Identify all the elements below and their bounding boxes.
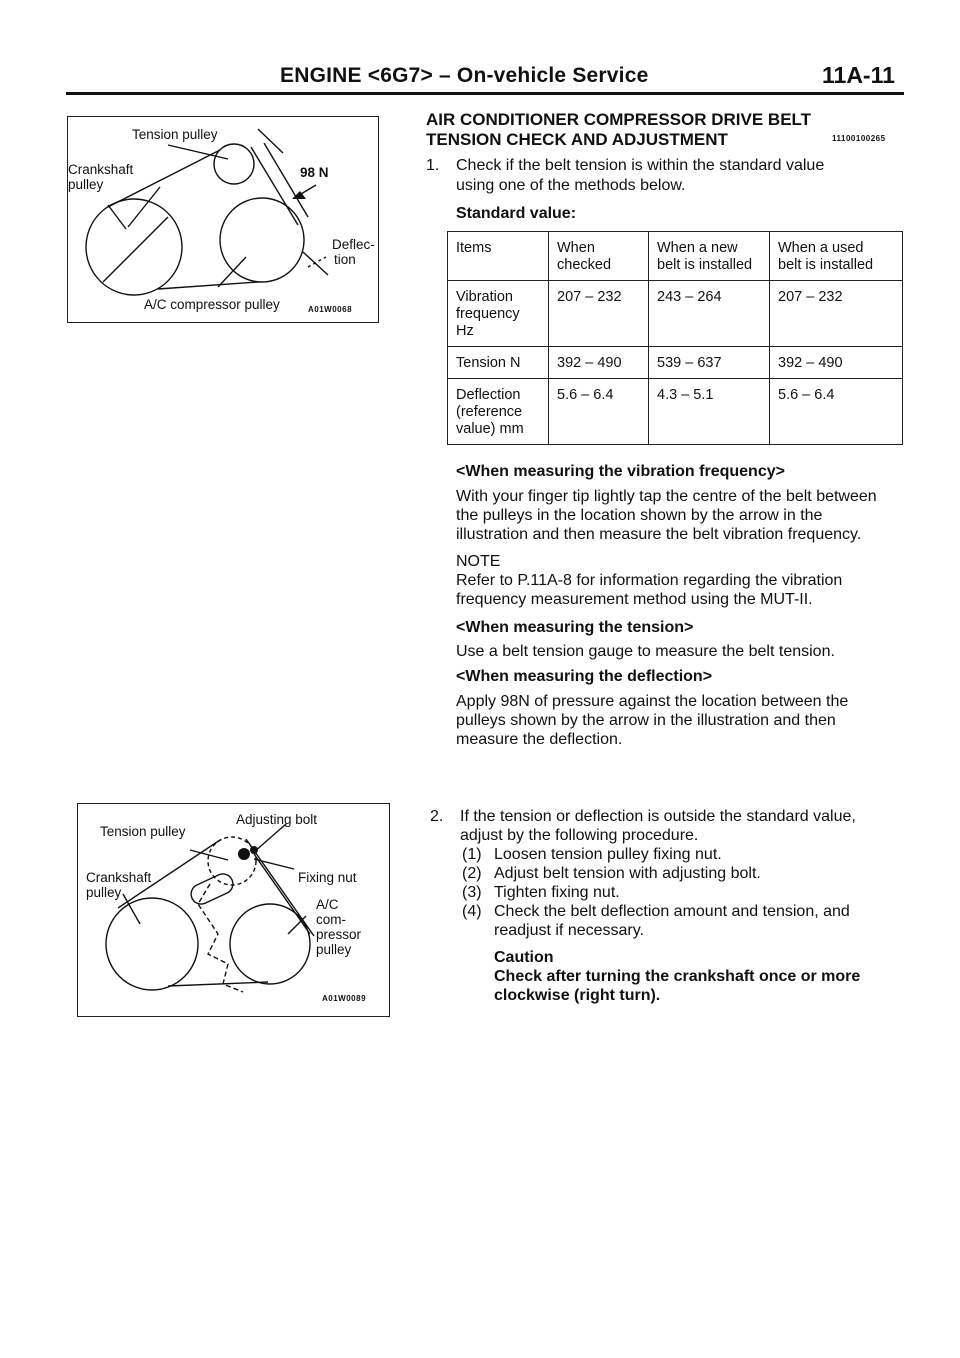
table-row [448,281,903,347]
crankshaft-label: Crankshaft [86,870,152,885]
ac-compressor-pulley-label: A/C compressor pulley [144,297,280,312]
caution-line2: clockwise (right turn). [494,987,661,1004]
header-divider [66,92,904,95]
table-cell: 243 – 264 [649,281,770,347]
ac-compressor-pulley-shape [220,198,304,282]
step1-line2: using one of the methods below. [456,177,686,194]
table-header-cell: When a new belt is installed [649,232,770,281]
crankshaft-pulley-label: pulley [68,177,104,192]
step1-number: 1. [426,157,440,174]
table-cell: Deflection (reference value) mm [448,379,549,445]
force-label: 98 N [300,165,329,180]
table-cell: 5.6 – 6.4 [770,379,903,445]
crankshaft-pulley-shape [86,199,182,295]
table-row [448,379,903,445]
crankshaft-label: Crankshaft [68,162,134,177]
deflection-heading: <When measuring the deflection> [456,668,713,685]
deflection-label-2: tion [334,252,356,267]
ac-label-1: A/C [316,897,339,912]
table-cell: 4.3 – 5.1 [649,379,770,445]
vibration-line3: illustration and then measure the belt vibration frequency. [456,526,862,543]
fixing-nut-shape [238,848,250,860]
table-header-cell: When checked [549,232,649,281]
vibration-heading: <When measuring the vibration frequency> [456,463,785,480]
note-line1: Refer to P.11A-8 for information regarding the vibration [456,572,843,589]
page-number: 11A-11 [822,62,895,88]
substep-number: (1) [462,846,482,863]
table-cell: 207 – 232 [549,281,649,347]
substep-text: Adjust belt tension with adjusting bolt. [494,865,761,882]
vibration-line1: With your finger tip lightly tap the centre of the belt between [456,488,877,505]
substep-number: (3) [462,884,482,901]
substep-text: Tighten fixing nut. [494,884,620,901]
crankshaft-pulley-shape [106,898,198,990]
standard-value-table [447,231,903,445]
substep-4-continuation: readjust if necessary. [494,922,644,939]
step2-number: 2. [430,808,444,825]
substep-text: Check the belt deflection amount and tension, and [494,903,850,920]
crankshaft-pulley-label: pulley [86,885,122,900]
note-line2: frequency measurement method using the MUT-II. [456,591,813,608]
table-header-cell: When a used belt is installed [770,232,903,281]
step1-line1: Check if the belt tension is within the standard value [456,157,825,174]
table-cell: 539 – 637 [649,347,770,379]
standard-value-label: Standard value: [456,205,577,222]
section-heading-line2: TENSION CHECK AND ADJUSTMENT [426,130,728,149]
tension-pulley-label: Tension pulley [132,127,218,142]
substep-number: (2) [462,865,482,882]
step2-line1: If the tension or deflection is outside the standard value, [460,808,856,825]
table-cell: 392 – 490 [549,347,649,379]
deflection-line2: pulleys shown by the arrow in the illustration and then [456,712,836,729]
table-cell: 207 – 232 [770,281,903,347]
fixing-nut-label: Fixing nut [298,870,357,885]
belt-layout-diagram [68,117,378,322]
tension-heading: <When measuring the tension> [456,619,694,636]
belt-tension-figure [67,116,379,323]
deflection-label-1: Deflec- [332,237,375,252]
ac-label-3: pressor [316,927,362,942]
figure1-code: A01W0068 [308,305,353,314]
section-heading-line1: AIR CONDITIONER COMPRESSOR DRIVE BELT [426,110,812,129]
section-heading [426,110,811,150]
ac-label-2: com- [316,912,346,927]
belt-adjustment-figure [77,803,390,1017]
caution-line1: Check after turning the crankshaft once or more [494,968,861,985]
note-label: NOTE [456,553,501,570]
substep-number: (4) [462,903,482,920]
section-code: 11100100265 [832,134,886,143]
adjusting-bolt-label: Adjusting bolt [236,812,318,827]
deflection-line1: Apply 98N of pressure against the location between the [456,693,849,710]
adjusting-slot [188,871,236,908]
substep-text: Loosen tension pulley fixing nut. [494,846,722,863]
adjusting-bolt-head [250,846,258,854]
tension-line1: Use a belt tension gauge to measure the belt tension. [456,643,835,660]
tension-pulley-label: Tension pulley [100,824,186,839]
step2-line2: adjust by the following procedure. [460,827,699,844]
vibration-line2: the pulleys in the location shown by the arrow in the [456,507,823,524]
figure2-code: A01W0089 [322,994,367,1003]
page-header-title: ENGINE <6G7> – On-vehicle Service [280,64,649,87]
table-cell: Vibration frequency Hz [448,281,549,347]
table-header-row [448,232,903,281]
caution-label: Caution [494,949,554,966]
table-row [448,347,903,379]
table-cell: 392 – 490 [770,347,903,379]
table-header-cell: Items [448,232,549,281]
deflection-line3: measure the deflection. [456,731,623,748]
ac-label-4: pulley [316,942,352,957]
table-cell: 5.6 – 6.4 [549,379,649,445]
table-cell: Tension N [448,347,549,379]
